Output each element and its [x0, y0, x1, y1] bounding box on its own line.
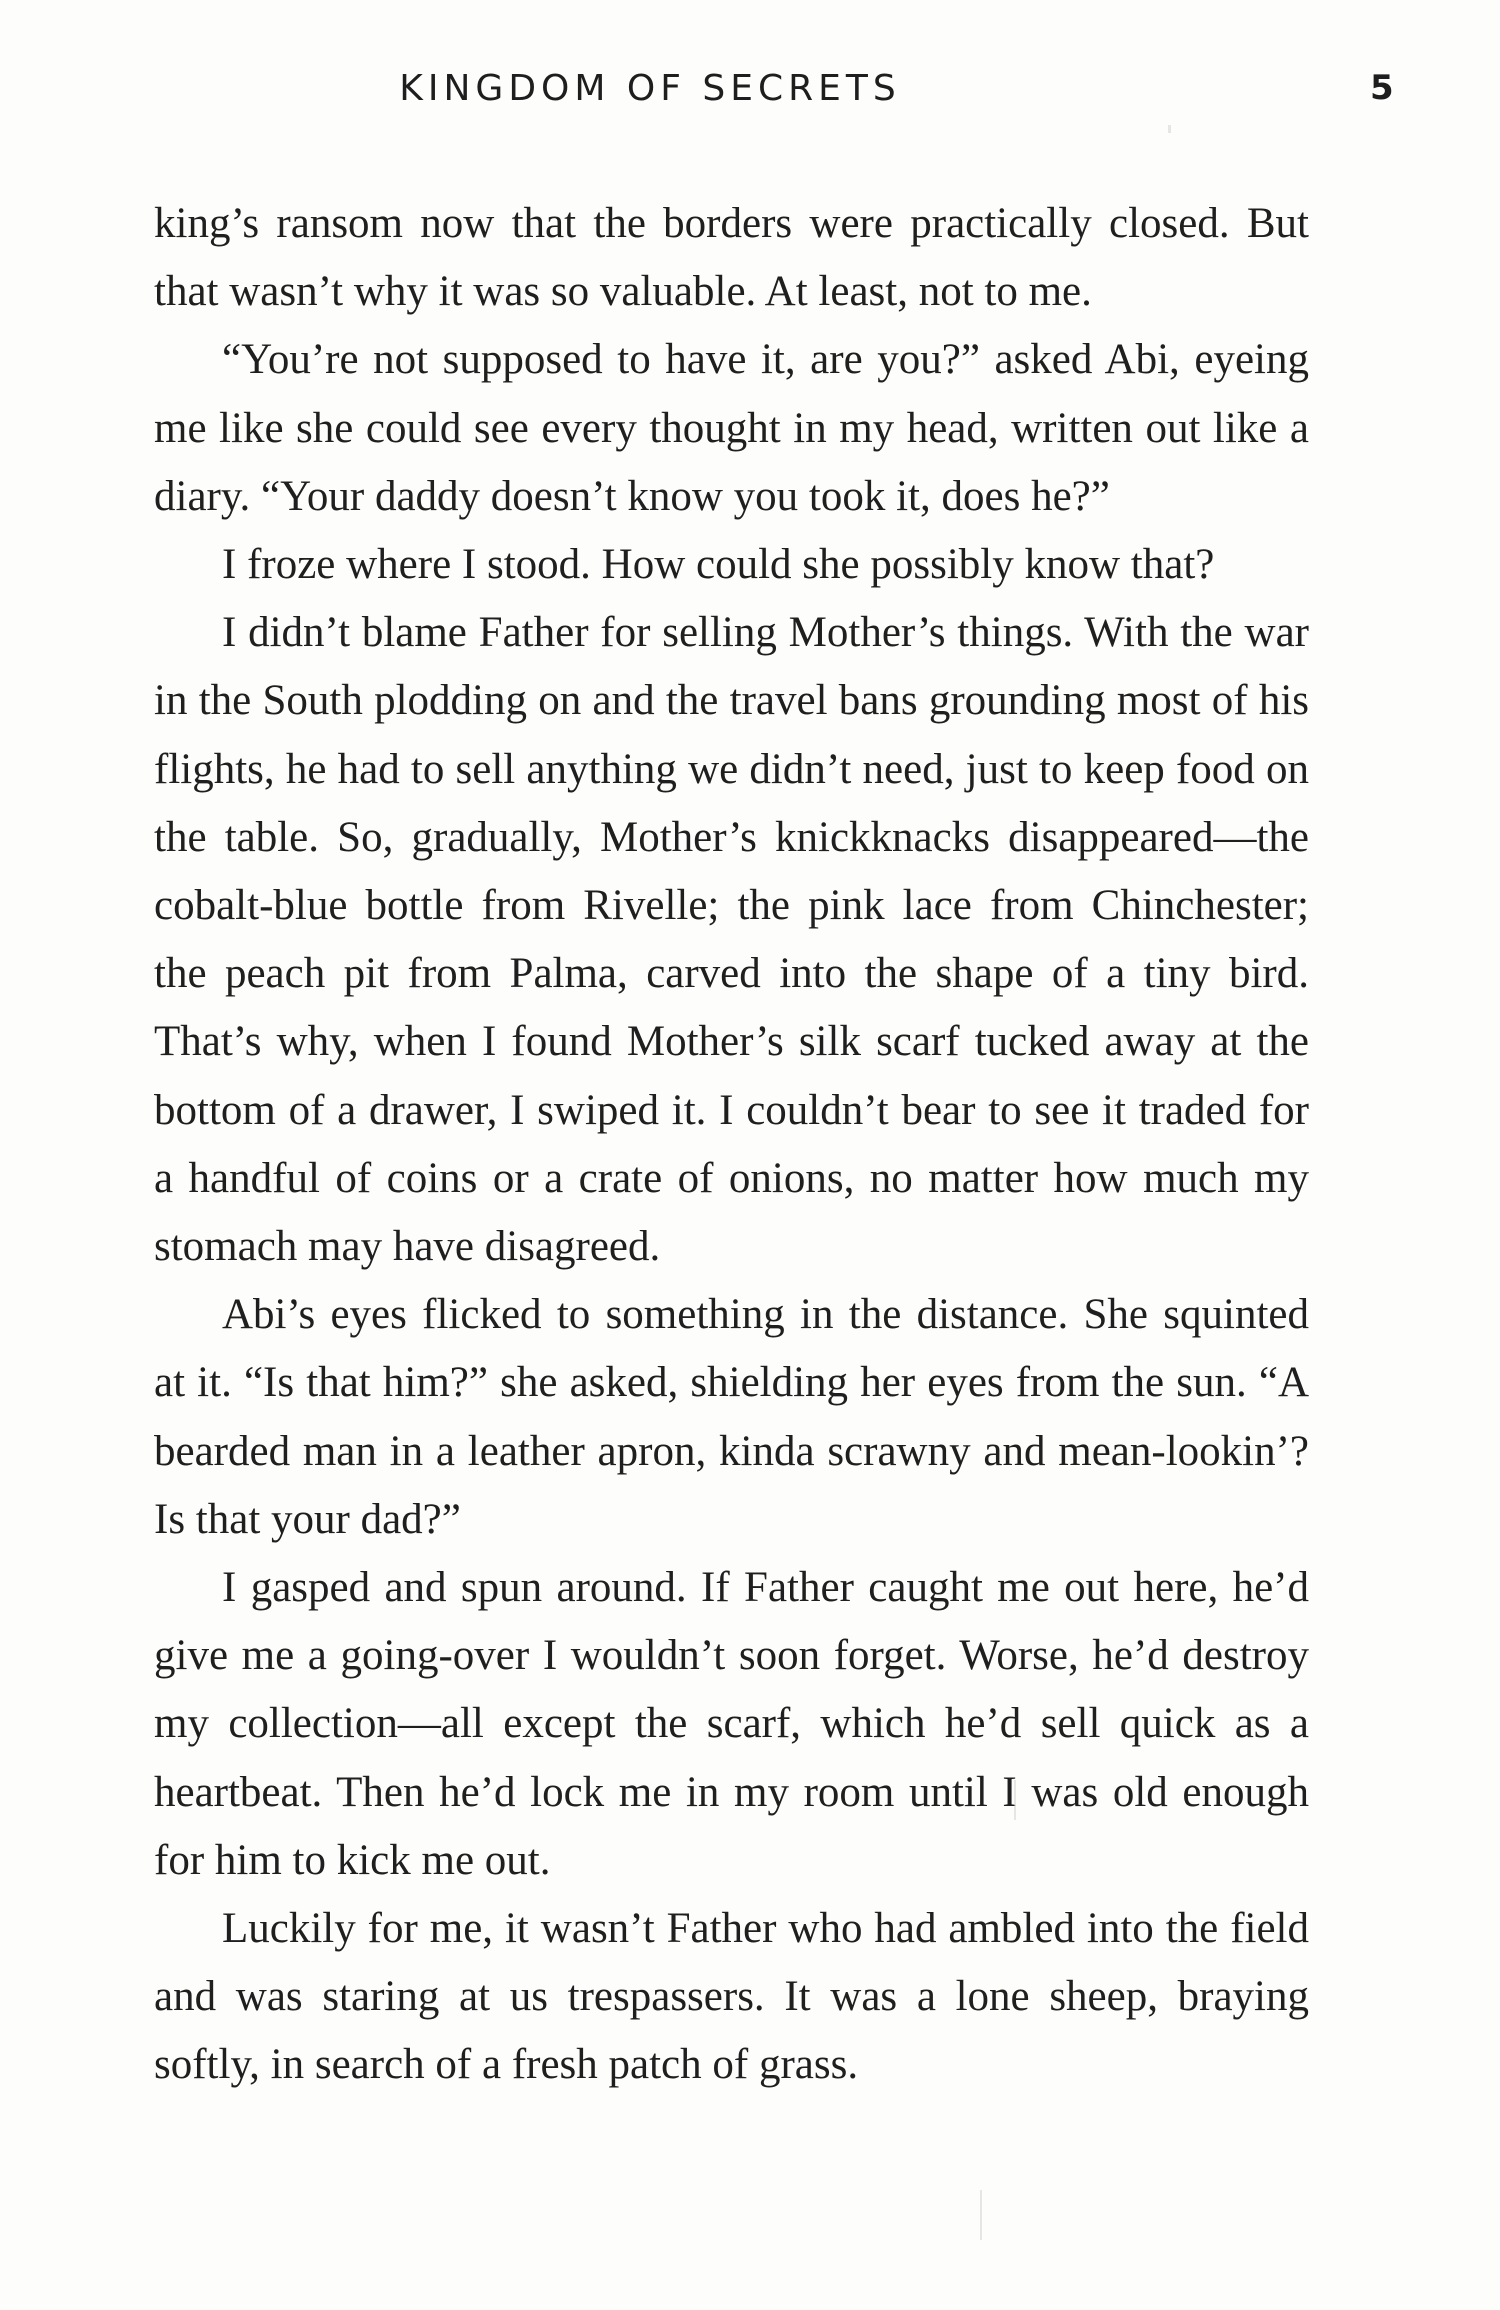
- paragraph: Abi’s eyes flicked to something in the distance. She squinted at it. “Is that him?” she asked, shielding her eyes from the sun. “A bearded man in a leather apron, kinda scrawny and mean-lookin’? Is that your dad?”: [154, 1291, 1309, 1543]
- paragraph: Luckily for me, it wasn’t Father who had ambled into the field and was staring at us trespassers. It was a lone sheep, braying softly, in search of a fresh patch of grass.: [154, 1905, 1309, 2089]
- page-number: 5: [1370, 68, 1394, 108]
- scan-speck: [980, 2190, 982, 2240]
- scan-speck: [1168, 125, 1171, 133]
- body-text: [154, 190, 1309, 2100]
- scan-speck: [1014, 1780, 1016, 1820]
- book-title: KINGDOM OF SECRETS: [399, 68, 901, 109]
- paragraph: I didn’t blame Father for selling Mother’s things. With the war in the South plodding on and the travel bans grounding most of his flights, he had to sell anything we didn’t need, just to keep food on the table. So, gradually, Mother’s knickknacks disappeared—the cobalt-blue bottle from Rivelle; the pink lace from Chinchester; the peach pit from Palma, carved into the shape of a tiny bird. That’s why, when I found Mother’s silk scarf tucked away at the bottom of a drawer, I swiped it. I couldn’t bear to see it traded for a handful of coins or a crate of onions, no matter how much my stomach may have disagreed.: [154, 609, 1309, 1271]
- running-head: [0, 60, 1500, 120]
- paragraph: “You’re not supposed to have it, are you?” asked Abi, eyeing me like she could see every thought in my head, written out like a diary. “Your daddy doesn’t know you took it, does he?”: [154, 336, 1309, 520]
- paragraph: king’s ransom now that the borders were practically closed. But that wasn’t why it was so valuable. At least, not to me.: [154, 200, 1309, 316]
- paragraph: I gasped and spun around. If Father caught me out here, he’d give me a going-over I wouldn’t soon forget. Worse, he’d destroy my collection—all except the scarf, which he’d sell quick as a heartbeat. Then he’d lock me in my room until I was old enough for him to kick me out.: [154, 1564, 1309, 1884]
- paragraph: I froze where I stood. How could she possibly know that?: [222, 541, 1215, 589]
